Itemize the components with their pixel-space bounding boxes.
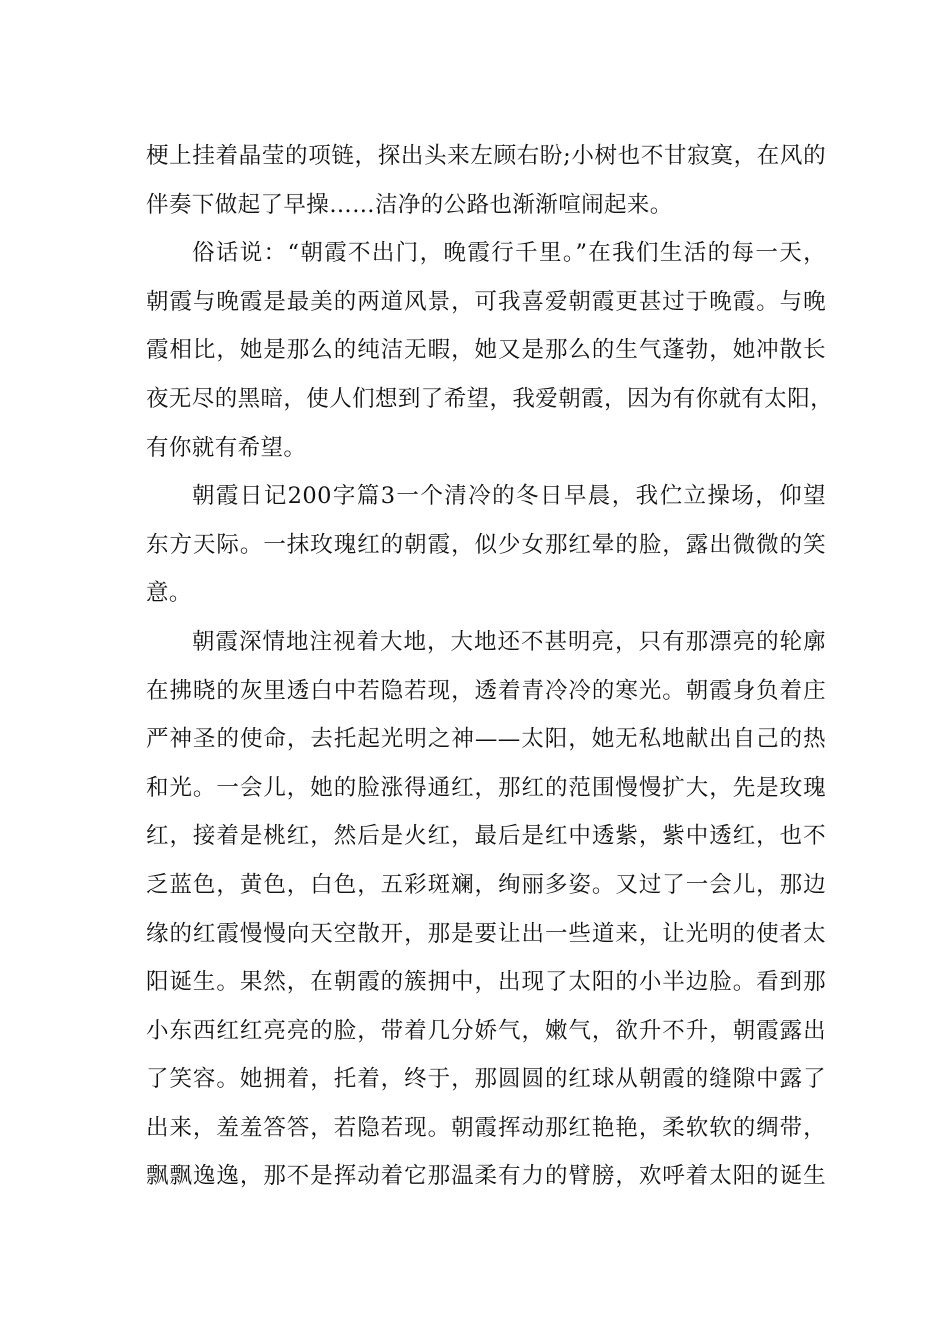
body-text (146, 132, 834, 1201)
text-line: 了笑容。她拥着，托着，终于，那圆圆的红球从朝霞的缝隙中露了 (146, 1066, 826, 1093)
text-line: 有你就有希望。 (146, 434, 307, 461)
text-line: 朝霞与晚霞是最美的两道风景，可我喜爱朝霞更甚过于晚霞。与晚 (146, 288, 826, 315)
text-line: 缘的红霞慢慢向天空散开，那是要让出一些道来，让光明的使者太 (146, 920, 826, 947)
text-line: 小东西红红亮亮的脸，带着几分娇气，嫩气，欲升不升，朝霞露出 (146, 1017, 826, 1044)
text-line: 阳诞生。果然，在朝霞的簇拥中，出现了太阳的小半边脸。看到那 (146, 969, 826, 996)
text-line: 伴奏下做起了早操……洁净的公路也渐渐喧闹起来。 (146, 191, 673, 218)
text-line: 东方天际。一抹玫瑰红的朝霞，似少女那红晕的脸，露出微微的笑 (146, 531, 826, 558)
text-line: 在拂晓的灰里透白中若隐若现，透着青冷冷的寒光。朝霞身负着庄 (146, 677, 826, 704)
text-line: 朝霞深情地注视着大地，大地还不甚明亮，只有那漂亮的轮廓 (192, 628, 826, 655)
text-line: 出来，羞羞答答，若隐若现。朝霞挥动那红艳艳，柔软软的绸带， (146, 1114, 826, 1141)
text-line: 乏蓝色，黄色，白色，五彩斑斓，绚丽多姿。又过了一会儿，那边 (146, 871, 826, 898)
text-line: 俗话说：“朝霞不出门，晚霞行千里。”在我们生活的每一天， (192, 240, 826, 267)
text-line: 夜无尽的黑暗，使人们想到了希望，我爱朝霞，因为有你就有太阳， (146, 385, 834, 412)
text-line: 飘飘逸逸，那不是挥动着它那温柔有力的臂膀，欢呼着太阳的诞生 (146, 1163, 826, 1190)
text-line: 意。 (146, 580, 192, 607)
text-line: 朝霞日记200字篇3一个清冷的冬日早晨，我伫立操场，仰望 (192, 483, 826, 510)
text-line: 霞相比，她是那么的纯洁无暇，她又是那么的生气蓬勃，她冲散长 (146, 337, 826, 364)
text-line: 梗上挂着晶莹的项链，探出头来左顾右盼;小树也不甘寂寞，在风的 (146, 143, 826, 169)
text-line: 红，接着是桃红，然后是火红，最后是红中透紫，紫中透红，也不 (146, 823, 826, 850)
text-line: 和光。一会儿，她的脸涨得通红，那红的范围慢慢扩大，先是玫瑰 (146, 774, 826, 801)
text-line: 严神圣的使命，去托起光明之神——太阳，她无私地献出自己的热 (146, 726, 826, 753)
